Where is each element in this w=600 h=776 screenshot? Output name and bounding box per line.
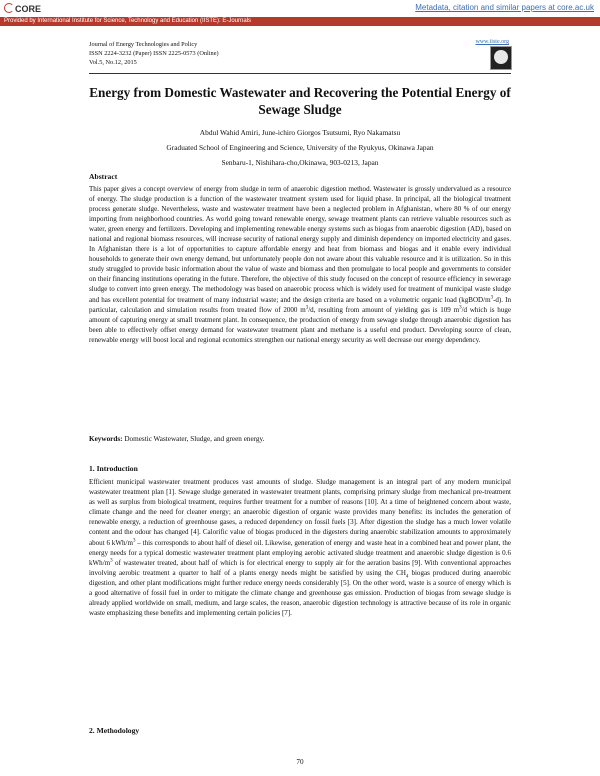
journal-name: Journal of Energy Technologies and Policy xyxy=(89,41,198,48)
provider-banner xyxy=(0,17,600,26)
core-brand: CORE xyxy=(15,4,42,14)
keywords-label: Keywords: xyxy=(89,435,123,443)
methodology-heading: 2. Methodology xyxy=(89,726,140,735)
core-header xyxy=(0,0,600,17)
journal-info xyxy=(89,40,219,67)
iiste-logo-text: IISTE xyxy=(493,64,506,70)
keywords-text: Domestic Wastewater, Sludge, and green energy. xyxy=(122,435,265,443)
abstract-text: This paper gives a concept overview of energy from sludge in term of anaerobic digestion method. Wastewater is grossly undervalued as a resource of energy. The sludge production is a function of the wastewater treatment system used for liquid phase. In principal, all the biological treatment process generate sludge. Nevertheless, waste and wastewater treatment have been a neglected problem in Afghanistan, where 80 % of our energy importing from neighborhood countries. As world going toward renewable energy, sewage treatment plants can retrieve valuable resources such as water, green energy and fertilizers. Developing and implementing renewable energy systems such as biogas from anaerobic digestion (AD), based on national and regional biomass resources, will increase security of national energy supply and diminish dependency on imported electricity and gases. In Afghanistan there is a lot of opportunities to capture affordable energy and heat from biomass and biogas and it enable every individual households to generate their own energy demand, but unfortunately people don not aware about this valuable resource and it is utilization. So in this study struggled to provide basic information about the value of waste and biomass and then promulgate to local people and governments to consider on their financing institutions operating in the future. Therefore, the objective of this study focused on the concept of resource efficiency in sewerage sludge to convert into green energy. The methodology was based on anaerobic process which is widely used for treatment of municipal waste sludge and has excellent potential for treatment of many industrial waste; and the design criteria are based on a volumetric organic load $(kgBOD/m^3-d)$. In particular, calculation and simulation results from treated flow of 2000 $m^3/d$, resulting from amount of yielding gas is 109 $m^3/d$ which is huge amount of capturing energy at small treatment plant. In consequence, the production of energy from sewage sludge through anaerobic digestion has been able to effectively offset energy demand for wastewater treatment plant and methane is a useful end product. Developing source of clean, renewable energy will boost local and regional economics strengthen our national energy security as well decrease our energy dependency. xyxy=(89,185,511,344)
introduction-heading: 1. Introduction xyxy=(89,464,138,473)
core-logo-icon xyxy=(4,3,14,13)
introduction-text: Efficient municipal wastewater treatment produces vast amounts of sludge. Sludge management is an integral part of any modern municipal wastewater treatment plan [1]. Sewage sludge generated in wastewater treatment plants, comprising primary sludge from mechanical pre-treatment as well as surplus from biological treatment, requires further treatment for a number of reasons [10]. At a time of heightened concern about waste, climate change and the need for cleaner energy; an anaerobic digestion of organic waste provides many benefits: its includes the generation of renewable energy, a reduction of greenhouse gases, a reduced dependency on fossil fuels [3]. After digestion the sludge has a much lower volatile content and the odour has changed [4]. Calorific value of biogas produced in the digesters during anaerobic stabilization amounts to approximately about 6 kWh/$m^3$ – this corresponds to about half of diesel oil. Likewise, generation of energy and waste heat in a combined heat and power plant, the energy needs for a typical domestic wastewater treatment plant employing aerobic activated sludge treatment and anaerobic sludge digestion is 0.6 kWh/$m^3$ of wastewater treated, about half of which is for electrical energy to supply air for the aeration basins [9]. With conventional approaches involving aerobic treatment a quarter to half of a plants energy needs might be satisfied by using the $CH_4$ biogas produced during anaerobic digestion, and other plant modifications might further reduce energy needs considerably [5]. On the other word, waste is a source of energy which is a good alternative of fossil fuel in order to mitigate the climate change and greenhouse gas emission. Production of biogas from sewage sludge is already applied worldwide on small, medium, and large scales, the reason, anaerobic digestion technology is attractive because of its role in organic waste emphasizing these benefits and implementing certain policies [7]. xyxy=(89,478,511,618)
paper-address: Senbaru-1, Nishihara-cho,Okinawa, 903-0213, Japan xyxy=(221,158,379,167)
journal-site-link[interactable]: www.iiste.org xyxy=(475,39,509,45)
core-metadata-link[interactable]: Metadata, citation and similar papers at core.ac.uk xyxy=(415,3,594,12)
provider-banner-text[interactable]: Provided by International Institute for Science, Technology and Education (IISTE): E-Journals xyxy=(4,18,252,24)
keywords xyxy=(89,434,511,444)
abstract-heading: Abstract xyxy=(89,172,118,181)
core-logo[interactable] xyxy=(4,3,41,14)
page-number: 70 xyxy=(296,758,304,766)
paper-title: Energy from Domestic Wastewater and Recovering the Potential Energy of Sewage Sludge xyxy=(89,85,511,117)
journal-issn: ISSN 2224-3232 (Paper) ISSN 2225-0573 (Online) xyxy=(89,50,219,57)
paper-affiliation: Graduated School of Engineering and Science, University of the Ryukyus, Okinawa Japan xyxy=(166,143,434,152)
journal-volume: Vol.5, No.12, 2015 xyxy=(89,59,137,66)
header-divider xyxy=(89,73,511,74)
paper-authors: Abdul Wahid Amiri, June-ichiro Giorgos Tsutsumi, Ryo Nakamatsu xyxy=(199,128,401,137)
